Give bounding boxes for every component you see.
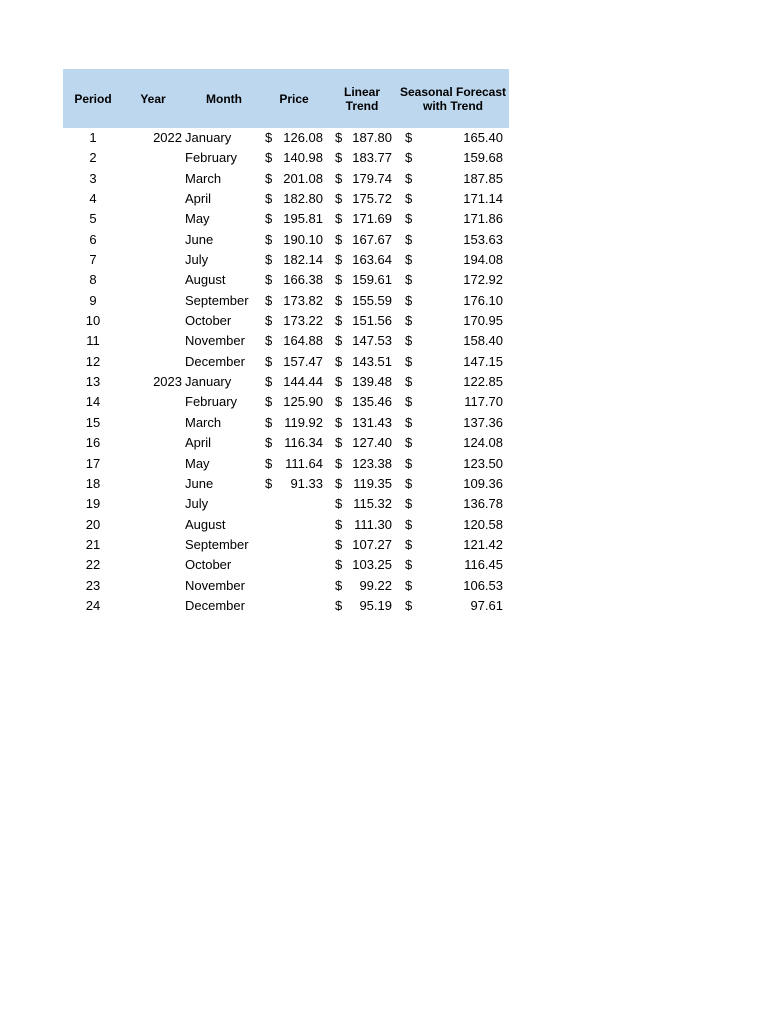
cell-linear-trend[interactable]: 155.59 — [352, 292, 392, 308]
cell-period[interactable]: 16 — [85, 435, 101, 451]
table-row — [63, 494, 509, 514]
cell-price-currency[interactable]: $ — [265, 130, 273, 145]
cell-seasonal-currency[interactable]: $ — [405, 333, 413, 349]
header-linear-trend-line2: Trend — [345, 98, 379, 113]
cell-month[interactable]: May — [185, 455, 210, 471]
cell-month[interactable]: January — [185, 130, 232, 145]
cell-seasonal-forecast[interactable]: 171.86 — [463, 211, 503, 227]
cell-linear-trend[interactable]: 119.35 — [353, 475, 392, 491]
table-row — [63, 535, 509, 555]
table-row — [63, 209, 509, 229]
cell-month[interactable]: April — [185, 435, 212, 451]
cell-month[interactable]: October — [185, 557, 232, 573]
cell-period[interactable]: 8 — [89, 272, 97, 288]
cell-period[interactable]: 5 — [89, 211, 97, 227]
table-row — [63, 474, 509, 494]
table-row — [63, 169, 509, 189]
cell-price-currency[interactable]: $ — [265, 272, 273, 288]
cell-seasonal-currency[interactable]: $ — [405, 516, 413, 532]
header-price[interactable]: Price — [279, 91, 309, 106]
cell-linear-currency[interactable]: $ — [335, 292, 343, 308]
cell-seasonal-currency[interactable]: $ — [405, 597, 413, 613]
header-linear-trend-line1: Linear — [343, 84, 380, 99]
table-row — [63, 250, 509, 270]
cell-price-currency[interactable]: $ — [265, 455, 273, 471]
cell-month[interactable]: February — [185, 394, 238, 410]
cell-period[interactable]: 24 — [85, 597, 101, 613]
cell-price-currency[interactable]: $ — [265, 292, 273, 308]
cell-seasonal-currency[interactable]: $ — [405, 557, 413, 573]
cell-seasonal-forecast[interactable]: 123.50 — [463, 455, 503, 471]
cell-period[interactable]: 20 — [85, 516, 101, 532]
cell-linear-currency[interactable]: $ — [335, 536, 343, 552]
cell-seasonal-forecast[interactable]: 106.53 — [463, 577, 503, 593]
cell-seasonal-currency[interactable]: $ — [405, 292, 413, 308]
cell-price[interactable]: 182.14 — [283, 252, 323, 268]
cell-price-currency[interactable]: $ — [265, 333, 273, 349]
cell-seasonal-forecast[interactable]: 165.40 — [463, 130, 503, 145]
cell-seasonal-forecast[interactable]: 171.14 — [463, 191, 503, 207]
cell-linear-trend[interactable]: 99.22 — [359, 577, 392, 593]
header-year[interactable]: Year — [140, 91, 166, 106]
cell-price[interactable]: 195.81 — [283, 211, 323, 227]
cell-period[interactable]: 23 — [85, 577, 101, 593]
cell-linear-trend[interactable]: 183.77 — [352, 150, 392, 166]
cell-price[interactable]: 166.38 — [283, 272, 323, 288]
cell-period[interactable]: 4 — [89, 191, 97, 207]
cell-seasonal-forecast[interactable]: 170.95 — [463, 313, 503, 329]
cell-linear-currency[interactable]: $ — [335, 455, 343, 471]
cell-price[interactable]: 111.64 — [285, 455, 323, 471]
cell-linear-trend[interactable]: 159.61 — [352, 272, 392, 288]
cell-linear-trend[interactable]: 131.43 — [352, 414, 392, 430]
cell-month[interactable]: August — [185, 272, 226, 288]
cell-seasonal-currency[interactable]: $ — [405, 455, 413, 471]
cell-price-currency[interactable]: $ — [265, 211, 273, 227]
cell-seasonal-currency[interactable]: $ — [405, 353, 413, 369]
table-row — [63, 128, 509, 148]
header-month[interactable]: Month — [206, 91, 242, 106]
cell-price[interactable]: 119.92 — [284, 414, 323, 430]
cell-seasonal-forecast[interactable]: 116.45 — [464, 557, 503, 573]
cell-linear-currency[interactable]: $ — [335, 272, 343, 288]
cell-year[interactable]: 2022 — [153, 130, 182, 145]
cell-seasonal-forecast[interactable]: 147.15 — [463, 353, 503, 369]
cell-period[interactable]: 14 — [85, 394, 101, 410]
cell-seasonal-forecast[interactable]: 194.08 — [463, 252, 503, 268]
cell-price-currency[interactable]: $ — [265, 252, 273, 268]
cell-period[interactable]: 2 — [89, 150, 97, 166]
cell-price-currency[interactable]: $ — [265, 435, 273, 451]
cell-linear-currency[interactable]: $ — [335, 496, 343, 512]
cell-year[interactable]: 2023 — [153, 374, 182, 390]
forecast-table — [63, 69, 509, 616]
cell-linear-trend[interactable]: 171.69 — [352, 211, 392, 227]
cell-linear-currency[interactable]: $ — [335, 374, 343, 390]
cell-linear-trend[interactable]: 151.56 — [352, 313, 392, 329]
cell-month[interactable]: July — [185, 252, 209, 268]
cell-seasonal-currency[interactable]: $ — [405, 170, 413, 186]
table-row — [63, 413, 509, 433]
cell-month[interactable]: April — [185, 191, 212, 207]
header-seasonal-forecast-line2: with Trend — [423, 98, 483, 113]
cell-price[interactable]: 173.22 — [283, 313, 323, 329]
cell-price-currency[interactable]: $ — [265, 170, 273, 186]
cell-price[interactable]: 140.98 — [283, 150, 323, 166]
cell-price-currency[interactable]: $ — [265, 313, 273, 329]
cell-linear-trend[interactable]: 167.67 — [352, 231, 392, 247]
table-header — [63, 69, 509, 128]
cell-month[interactable]: October — [185, 313, 232, 329]
cell-linear-currency[interactable]: $ — [335, 435, 343, 451]
cell-linear-trend[interactable]: 123.38 — [352, 455, 392, 471]
table-row — [63, 576, 509, 596]
cell-linear-trend[interactable]: 147.53 — [352, 333, 392, 349]
cell-linear-trend[interactable]: 163.64 — [352, 252, 392, 268]
cell-seasonal-currency[interactable]: $ — [405, 252, 413, 268]
cell-linear-currency[interactable]: $ — [335, 475, 343, 491]
cell-linear-currency[interactable]: $ — [335, 313, 343, 329]
table-row — [63, 148, 509, 168]
cell-month[interactable]: September — [185, 292, 249, 308]
cell-period[interactable]: 10 — [85, 313, 101, 329]
cell-linear-trend[interactable]: 103.25 — [352, 557, 392, 573]
cell-seasonal-forecast[interactable]: 187.85 — [463, 170, 503, 186]
cell-price[interactable]: 182.80 — [283, 191, 323, 207]
cell-seasonal-currency[interactable]: $ — [405, 414, 413, 430]
cell-linear-trend[interactable]: 111.30 — [354, 516, 392, 532]
cell-linear-currency[interactable]: $ — [335, 211, 343, 227]
cell-linear-trend[interactable]: 135.46 — [352, 394, 392, 410]
cell-seasonal-currency[interactable]: $ — [405, 150, 413, 166]
table-row — [63, 372, 509, 392]
cell-linear-currency[interactable]: $ — [335, 150, 343, 166]
cell-seasonal-forecast[interactable]: 109.36 — [463, 475, 503, 491]
cell-month[interactable]: August — [185, 516, 226, 532]
cell-seasonal-currency[interactable]: $ — [405, 475, 413, 491]
cell-linear-currency[interactable]: $ — [335, 231, 343, 247]
cell-seasonal-forecast[interactable]: 120.58 — [463, 516, 503, 532]
table-body — [63, 128, 509, 616]
cell-seasonal-forecast[interactable]: 117.70 — [464, 394, 503, 410]
cell-seasonal-currency[interactable]: $ — [405, 496, 413, 512]
header-linear-trend[interactable] — [331, 69, 393, 128]
cell-month[interactable]: March — [185, 414, 222, 430]
table-row — [63, 189, 509, 209]
cell-period[interactable]: 18 — [85, 475, 101, 491]
cell-seasonal-forecast[interactable]: 137.36 — [463, 414, 503, 430]
cell-seasonal-currency[interactable]: $ — [405, 536, 413, 552]
cell-price-currency[interactable]: $ — [265, 394, 273, 410]
cell-month[interactable]: March — [185, 170, 222, 186]
cell-seasonal-forecast[interactable]: 172.92 — [463, 272, 503, 288]
cell-linear-trend[interactable]: 179.74 — [352, 170, 392, 186]
cell-seasonal-currency[interactable]: $ — [405, 577, 413, 593]
cell-period[interactable]: 15 — [85, 414, 101, 430]
table-row — [63, 454, 509, 474]
cell-seasonal-currency[interactable]: $ — [405, 272, 413, 288]
cell-price[interactable]: 91.33 — [290, 475, 323, 491]
header-seasonal-forecast-line1: Seasonal Forecast — [399, 84, 507, 99]
cell-linear-trend[interactable]: 187.80 — [352, 130, 392, 145]
cell-period[interactable]: 9 — [89, 292, 97, 308]
cell-seasonal-currency[interactable]: $ — [405, 435, 413, 451]
cell-period[interactable]: 12 — [85, 353, 101, 369]
cell-seasonal-currency[interactable]: $ — [405, 130, 413, 145]
cell-linear-currency[interactable]: $ — [335, 170, 343, 186]
cell-price-currency[interactable]: $ — [265, 475, 273, 491]
table-row — [63, 331, 509, 351]
cell-price[interactable]: 116.34 — [284, 435, 323, 451]
cell-linear-trend[interactable]: 127.40 — [352, 435, 392, 451]
cell-period[interactable]: 6 — [89, 231, 97, 247]
table-row — [63, 270, 509, 290]
cell-price-currency[interactable]: $ — [265, 414, 273, 430]
cell-linear-currency[interactable]: $ — [335, 191, 343, 207]
cell-seasonal-forecast[interactable]: 136.78 — [463, 496, 503, 512]
cell-linear-currency[interactable]: $ — [335, 252, 343, 268]
cell-seasonal-currency[interactable]: $ — [405, 191, 413, 207]
cell-price[interactable]: 144.44 — [283, 374, 323, 390]
cell-period[interactable]: 22 — [85, 557, 101, 573]
cell-period[interactable]: 7 — [89, 252, 97, 268]
cell-month[interactable]: February — [185, 150, 238, 166]
cell-price[interactable]: 126.08 — [283, 130, 323, 145]
cell-linear-currency[interactable]: $ — [335, 597, 343, 613]
cell-month[interactable]: November — [185, 577, 245, 593]
cell-period[interactable]: 11 — [86, 333, 100, 349]
cell-linear-trend[interactable]: 175.72 — [352, 191, 392, 207]
header-period[interactable]: Period — [74, 91, 112, 106]
table-row — [63, 230, 509, 250]
cell-month[interactable]: July — [185, 496, 209, 512]
cell-period[interactable]: 21 — [85, 536, 101, 552]
cell-seasonal-forecast[interactable]: 159.68 — [463, 150, 503, 166]
cell-seasonal-currency[interactable]: $ — [405, 313, 413, 329]
cell-seasonal-forecast[interactable]: 97.61 — [470, 597, 503, 613]
cell-month[interactable]: December — [185, 597, 245, 613]
cell-month[interactable]: January — [185, 374, 232, 390]
table-row — [63, 596, 509, 616]
cell-linear-currency[interactable]: $ — [335, 130, 343, 145]
cell-month[interactable]: November — [185, 333, 245, 349]
cell-price-currency[interactable]: $ — [265, 191, 273, 207]
cell-linear-trend[interactable]: 107.27 — [352, 536, 392, 552]
cell-seasonal-currency[interactable]: $ — [405, 231, 413, 247]
cell-price-currency[interactable]: $ — [265, 150, 273, 166]
cell-month[interactable]: June — [185, 475, 214, 491]
table-row — [63, 311, 509, 331]
cell-month[interactable]: December — [185, 353, 245, 369]
cell-period[interactable]: 1 — [89, 130, 97, 145]
cell-linear-currency[interactable]: $ — [335, 577, 343, 593]
cell-seasonal-forecast[interactable]: 158.40 — [463, 333, 503, 349]
cell-month[interactable]: May — [185, 211, 210, 227]
cell-seasonal-forecast[interactable]: 121.42 — [463, 536, 503, 552]
cell-linear-trend[interactable]: 139.48 — [352, 374, 392, 390]
cell-seasonal-currency[interactable]: $ — [405, 211, 413, 227]
table-row — [63, 392, 509, 412]
table-row — [63, 433, 509, 453]
cell-price[interactable]: 164.88 — [283, 333, 323, 349]
cell-linear-trend[interactable]: 115.32 — [353, 496, 392, 512]
cell-price-currency[interactable]: $ — [265, 374, 273, 390]
cell-seasonal-forecast[interactable]: 153.63 — [463, 231, 503, 247]
cell-period[interactable]: 3 — [89, 170, 97, 186]
cell-seasonal-currency[interactable]: $ — [405, 394, 413, 410]
cell-price-currency[interactable]: $ — [265, 353, 273, 369]
cell-price-currency[interactable]: $ — [265, 231, 273, 247]
cell-seasonal-forecast[interactable]: 176.10 — [463, 292, 503, 308]
cell-linear-currency[interactable]: $ — [335, 516, 343, 532]
cell-month[interactable]: June — [185, 231, 214, 247]
cell-price[interactable]: 125.90 — [283, 394, 323, 410]
cell-period[interactable]: 13 — [85, 374, 101, 390]
table-row — [63, 291, 509, 311]
cell-price[interactable]: 157.47 — [283, 353, 323, 369]
cell-price[interactable]: 201.08 — [283, 170, 323, 186]
cell-price[interactable]: 173.82 — [283, 292, 323, 308]
cell-linear-currency[interactable]: $ — [335, 333, 343, 349]
cell-period[interactable]: 17 — [85, 455, 101, 471]
cell-period[interactable]: 19 — [85, 496, 101, 512]
cell-seasonal-forecast[interactable]: 124.08 — [463, 435, 503, 451]
cell-linear-currency[interactable]: $ — [335, 557, 343, 573]
cell-linear-trend[interactable]: 95.19 — [359, 597, 392, 613]
table-row — [63, 555, 509, 575]
cell-linear-currency[interactable]: $ — [335, 414, 343, 430]
cell-price[interactable]: 190.10 — [283, 231, 323, 247]
cell-linear-currency[interactable]: $ — [335, 394, 343, 410]
cell-linear-trend[interactable]: 143.51 — [352, 353, 392, 369]
header-seasonal-forecast[interactable] — [397, 69, 509, 128]
table-row — [63, 352, 509, 372]
table-row — [63, 515, 509, 535]
cell-linear-currency[interactable]: $ — [335, 353, 343, 369]
cell-month[interactable]: September — [185, 536, 249, 552]
cell-seasonal-forecast[interactable]: 122.85 — [463, 374, 503, 390]
cell-seasonal-currency[interactable]: $ — [405, 374, 413, 390]
